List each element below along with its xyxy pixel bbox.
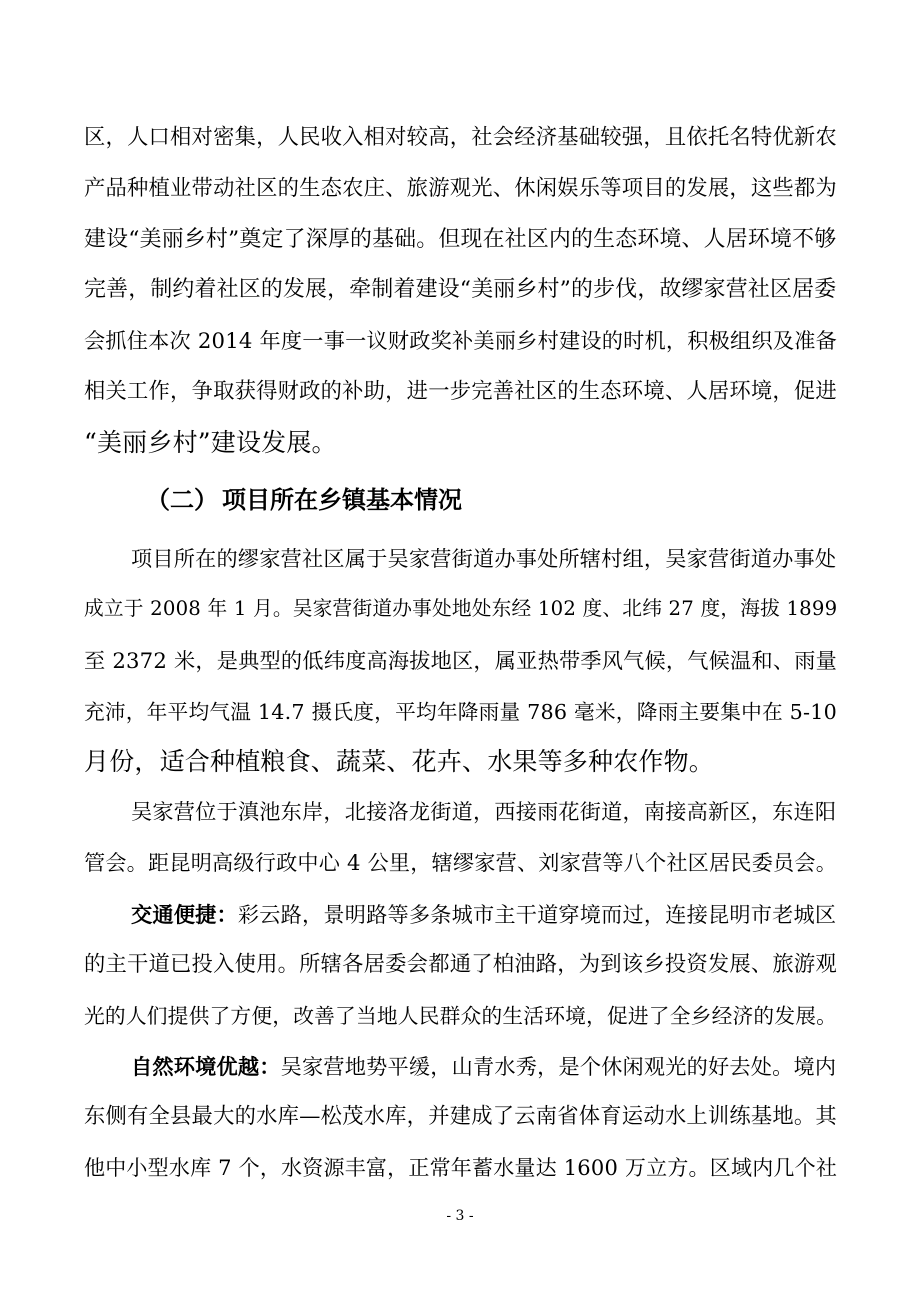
text-line: 光的人们提供了方便，改善了当地人民群众的生活环境，促进了全乡经济的发展。 [84, 1004, 838, 1028]
text-line: “美丽乡村”建设发展。 [84, 428, 337, 457]
text-line: 他中小型水库 7 个，水资源丰富，正常年蓄水量达 1600 万立方。区域内几个社 [84, 1155, 838, 1180]
text-line: 至 2372 米，是典型的低纬度高海拔地区，属亚热带季风气候，气候温和、雨量 [84, 648, 837, 673]
text-line: 的主干道已投入使用。所辖各居委会都通了柏油路，为到该乡投资发展、旅游观 [84, 952, 837, 977]
transport-text: 彩云路，景明路等多条城市主干道穿境而过，连接昆明市老城区 [237, 902, 837, 927]
text-line: 产品种植业带动社区的生态农庄、旅游观光、休闲娱乐等项目的发展，这些都为 [84, 176, 837, 201]
text-line: 项目所在的缪家营社区属于吴家营街道办事处所辖村组，吴家营街道办事处 [131, 546, 837, 571]
text-line: 建设“美丽乡村”奠定了深厚的基础。但现在社区内的生态环境、人居环境不够 [84, 227, 837, 252]
text-line [131, 900, 836, 930]
text-line: 完善，制约着社区的发展，牵制着建设“美丽乡村”的步伐，故缪家营社区居委 [84, 277, 837, 302]
environment-text: 吴家营地势平缓，山青水秀，是个休闲观光的好去处。境内 [280, 1054, 837, 1079]
text-line [131, 1052, 836, 1082]
page-number: - 3 - [446, 1208, 474, 1224]
text-line: 相关工作，争取获得财政的补助，进一步完善社区的生态环境、人居环境，促进 [84, 379, 837, 404]
text-line: 充沛，年平均气温 14.7 摄氏度，平均年降雨量 786 毫米，降雨主要集中在 5-10 [84, 700, 837, 724]
text-line: 成立于 2008 年 1 月。吴家营街道办事处地处东经 102 度、北纬 27 度，海拔 1899 [84, 597, 838, 620]
section-heading [146, 485, 462, 515]
text-line: 东侧有全县最大的水库—松茂水库，并建成了云南省体育运动水上训练基地。其 [84, 1104, 837, 1129]
text-line: 管会。距昆明高级行政中心 4 公里，辖缪家营、刘家营等八个社区居民委员会。 [84, 850, 838, 875]
text-line: 会抓住本次 2014 年度一事一议财政奖补美丽乡村建设的时机，积极组织及准备 [84, 328, 837, 353]
environment-label: 自然环境优越： [131, 1054, 281, 1079]
transport-label: 交通便捷： [131, 902, 238, 927]
text-line: 区，人口相对密集，人民收入相对较高，社会经济基础较强，且依托名特优新农 [84, 125, 837, 150]
section-number: （二） [146, 486, 218, 514]
text-line: 吴家营位于滇池东岸，北接洛龙街道，西接雨花街道，南接高新区，东连阳 [131, 799, 837, 824]
text-line: 月份，适合种植粮食、蔬菜、花卉、水果等多种农作物。 [84, 747, 715, 776]
section-title: 项目所在乡镇基本情况 [222, 486, 462, 514]
